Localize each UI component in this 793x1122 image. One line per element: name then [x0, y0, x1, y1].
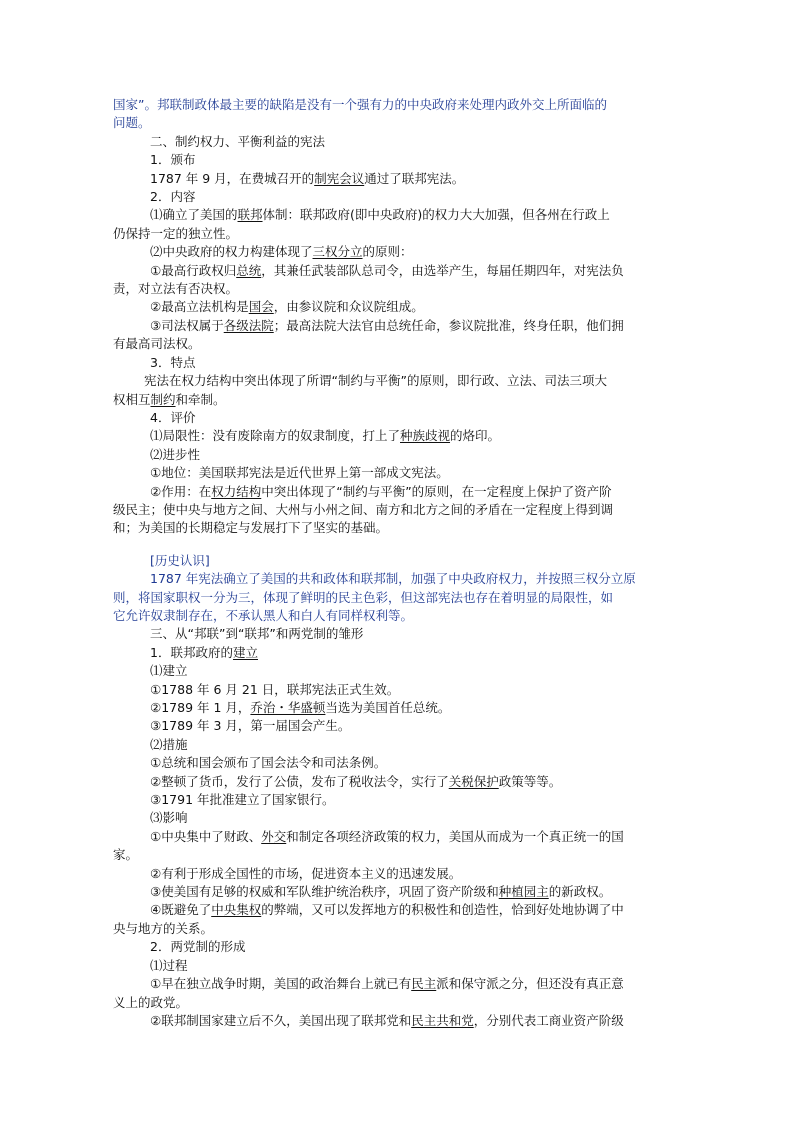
text: ②1789 年 1 月，	[150, 700, 251, 715]
text: 仍保持一定的独立性。	[113, 225, 239, 241]
paragraph-line	[113, 883, 683, 901]
text: 1787 年 9 月，在费城召开的	[150, 170, 315, 186]
underlined-term: 国会	[248, 299, 274, 315]
text: ①总统和国会颁布了国会法令和司法条例。	[150, 755, 387, 771]
text: 体制：联邦政府(即中央政府)的权力大大加强，但各州在行政上	[262, 207, 610, 223]
paragraph-line	[113, 828, 683, 846]
paragraph-line	[113, 865, 683, 883]
paragraph-line	[113, 773, 683, 791]
underlined-term: 民主共和党	[411, 1012, 474, 1028]
history-text: 1787 年宪法确立了美国的共和政体和联邦制，加强了中央政府权力，并按照三权分立原	[150, 571, 636, 587]
heading-text: 二、制约权力、平衡利益的宪法	[150, 133, 326, 149]
paragraph-line	[113, 501, 683, 519]
paragraph-line	[113, 736, 683, 754]
history-title-text: [历史认识]	[150, 552, 210, 568]
text: 的原则：	[362, 244, 413, 260]
text: 和牵制。	[175, 391, 226, 407]
underlined-term: 外交	[261, 828, 287, 844]
text: 派和保守派之分，但还没有真正意	[436, 976, 624, 992]
paragraph-line	[113, 262, 683, 280]
spacer	[113, 538, 683, 552]
text: ③1789 年 3 月，第一届国会产生。	[150, 718, 351, 734]
text: 权相互	[113, 391, 151, 407]
text: 家。	[113, 847, 139, 863]
subsection-title	[113, 151, 683, 169]
text: ；最高法院大法官由总统任命，参议院批准，终身任职，他们拥	[273, 317, 624, 333]
underlined-term: 中央集权	[211, 902, 262, 918]
text: 中突出体现了“制约与平衡”的原则，在一定程度上保护了资产阶	[261, 483, 612, 499]
paragraph-line	[113, 975, 683, 993]
paragraph-line	[113, 699, 683, 717]
subsection-title	[113, 354, 683, 372]
text: 的新政权。	[548, 884, 612, 900]
intro-text: 问题。	[113, 115, 151, 131]
text: 的烙印。	[450, 428, 501, 444]
text: 义上的政党。	[113, 994, 189, 1010]
paragraph-line	[113, 519, 683, 537]
paragraph-line	[113, 391, 683, 409]
section-2-heading	[113, 133, 683, 151]
text: ⑴确立了美国的	[150, 207, 238, 223]
text: 通过了联邦宪法。	[364, 170, 465, 186]
text: ⑴局限性：没有废除南方的奴隶制度，打上了	[150, 428, 401, 444]
text: ①1788 年 6 月 21 日，联邦宪法正式生效。	[150, 681, 400, 697]
text: 宪法在权力结构中突出体现了所谓“制约与平衡”的原则，即行政、立法、司法三项大	[144, 373, 607, 389]
history-note-line	[113, 589, 683, 607]
text: ，分别代表工商业资产阶级	[473, 1012, 624, 1028]
subsection-text: 1．联邦政府的	[150, 644, 233, 660]
underlined-term: 权力结构	[211, 483, 262, 499]
paragraph-line	[113, 809, 683, 827]
history-note-line	[113, 570, 683, 588]
text: 央与地方的关系。	[113, 920, 214, 936]
paragraph-line	[113, 464, 683, 482]
history-text: 则，将国家职权一分为三，体现了鲜明的民主色彩，但这部宪法也存在着明显的局限性，如	[113, 589, 614, 605]
text: ⑵进步性	[150, 446, 201, 462]
subsection-title	[113, 409, 683, 427]
text: 级民主；使中央与地方之间、大州与小州之间、南方和北方之间的矛盾在一定程度上得到调	[113, 501, 614, 517]
history-text: 它允许奴隶制存在，不承认黑人和白人有同样权利等。	[113, 607, 414, 623]
text: ④既避免了	[150, 902, 212, 918]
underlined-term: 三权分立	[312, 244, 363, 260]
section-3-heading	[113, 625, 683, 643]
paragraph-line	[113, 920, 683, 938]
underlined-term: 总统	[236, 262, 262, 278]
text: ，其兼任武装部队总司令，由选举产生，每届任期四年，对宪法负	[261, 262, 624, 278]
subsection-text: 1．颁布	[150, 152, 196, 168]
text: ，由参议院和众议院组成。	[273, 299, 424, 315]
paragraph-line	[113, 225, 683, 243]
subsection-text: 2．两党制的形成	[150, 939, 246, 955]
paragraph-line	[113, 206, 683, 224]
text: ⑵中央政府的权力构建体现了	[150, 244, 313, 260]
text: 的弊端，又可以发挥地方的积极性和创造性，恰到好处地协调了中	[261, 902, 624, 918]
intro-line-2	[113, 114, 683, 132]
document-page	[113, 96, 683, 1030]
paragraph-line	[113, 994, 683, 1012]
text: ③司法权属于	[150, 317, 224, 333]
text: 责，对立法有否决权。	[113, 281, 239, 297]
paragraph-line	[113, 335, 683, 353]
history-note-title	[113, 552, 683, 570]
underlined-term: 关税保护	[448, 773, 499, 789]
text: 和制定各项经济政策的权力，美国从而成为一个真正统一的国	[286, 828, 624, 844]
paragraph-line	[113, 170, 683, 188]
subsection-title	[113, 938, 683, 956]
text: ①早在独立战争时期，美国的政治舞台上就已有	[150, 976, 412, 992]
text: 政策等等。	[498, 773, 562, 789]
paragraph-line	[113, 662, 683, 680]
paragraph-line	[113, 754, 683, 772]
underlined-term: 种族歧视	[400, 428, 451, 444]
underlined-term: 联邦	[237, 207, 263, 223]
underlined-term: 建立	[232, 644, 258, 660]
intro-line-1	[113, 96, 683, 114]
text: ⑴建立	[150, 663, 188, 679]
paragraph-line	[113, 901, 683, 919]
paragraph-line	[113, 681, 683, 699]
paragraph-line	[113, 717, 683, 735]
text: ②联邦制国家建立后不久，美国出现了联邦党和	[150, 1012, 412, 1028]
underlined-term: 制约	[150, 391, 176, 407]
paragraph-line	[113, 791, 683, 809]
paragraph-line	[113, 280, 683, 298]
subsection-text: 2．内容	[150, 189, 196, 205]
text: ⑴过程	[150, 957, 188, 973]
text: ⑵措施	[150, 736, 188, 752]
subsection-text: 4．评价	[150, 409, 196, 425]
subsection-title	[113, 644, 683, 662]
subsection-title	[113, 188, 683, 206]
text: ②有利于形成全国性的市场，促进资本主义的迅速发展。	[150, 865, 462, 881]
text: ③1791 年批准建立了国家银行。	[150, 792, 335, 808]
text: ①最高行政权归	[150, 262, 237, 278]
text: ⑶影响	[150, 810, 188, 826]
heading-text: 三、从“邦联”到“联邦”和两党制的雏形	[150, 626, 364, 642]
text: 和；为美国的长期稳定与发展打下了坚实的基础。	[113, 520, 389, 536]
text: ①地位：美国联邦宪法是近代世界上第一部成文宪法。	[150, 465, 449, 481]
underlined-term: 民主	[411, 976, 437, 992]
paragraph-line	[113, 1012, 683, 1030]
paragraph-line	[113, 957, 683, 975]
subsection-text: 3．特点	[150, 354, 196, 370]
underlined-term: 种植园主	[498, 884, 549, 900]
intro-text: 国家”。邦联制政体最主要的缺陷是没有一个强有力的中央政府来处理内政外交上所面临的	[113, 97, 607, 112]
text: ②整顿了货币，发行了公债，发布了税收法令，实行了	[150, 773, 449, 789]
paragraph-line	[113, 446, 683, 464]
text: ②最高立法机构是	[150, 299, 249, 315]
paragraph-line	[113, 483, 683, 501]
text: 有最高司法权。	[113, 336, 201, 352]
underlined-term: 制宪会议	[314, 170, 365, 186]
paragraph-line	[113, 427, 683, 445]
text: ②作用：在	[150, 483, 212, 499]
history-note-line	[113, 607, 683, 625]
underlined-term: 各级法院	[223, 317, 274, 333]
paragraph-line	[113, 846, 683, 864]
text: ①中央集中了财政、	[150, 828, 262, 844]
paragraph-line	[113, 317, 683, 335]
underlined-term: 乔治・华盛顿	[250, 700, 326, 715]
text: ③使美国有足够的权威和军队维护统治秩序，巩固了资产阶级和	[150, 884, 499, 900]
text: 当选为美国首任总统。	[325, 700, 451, 715]
paragraph-line	[113, 243, 683, 261]
paragraph-line	[113, 372, 683, 390]
paragraph-line	[113, 298, 683, 316]
